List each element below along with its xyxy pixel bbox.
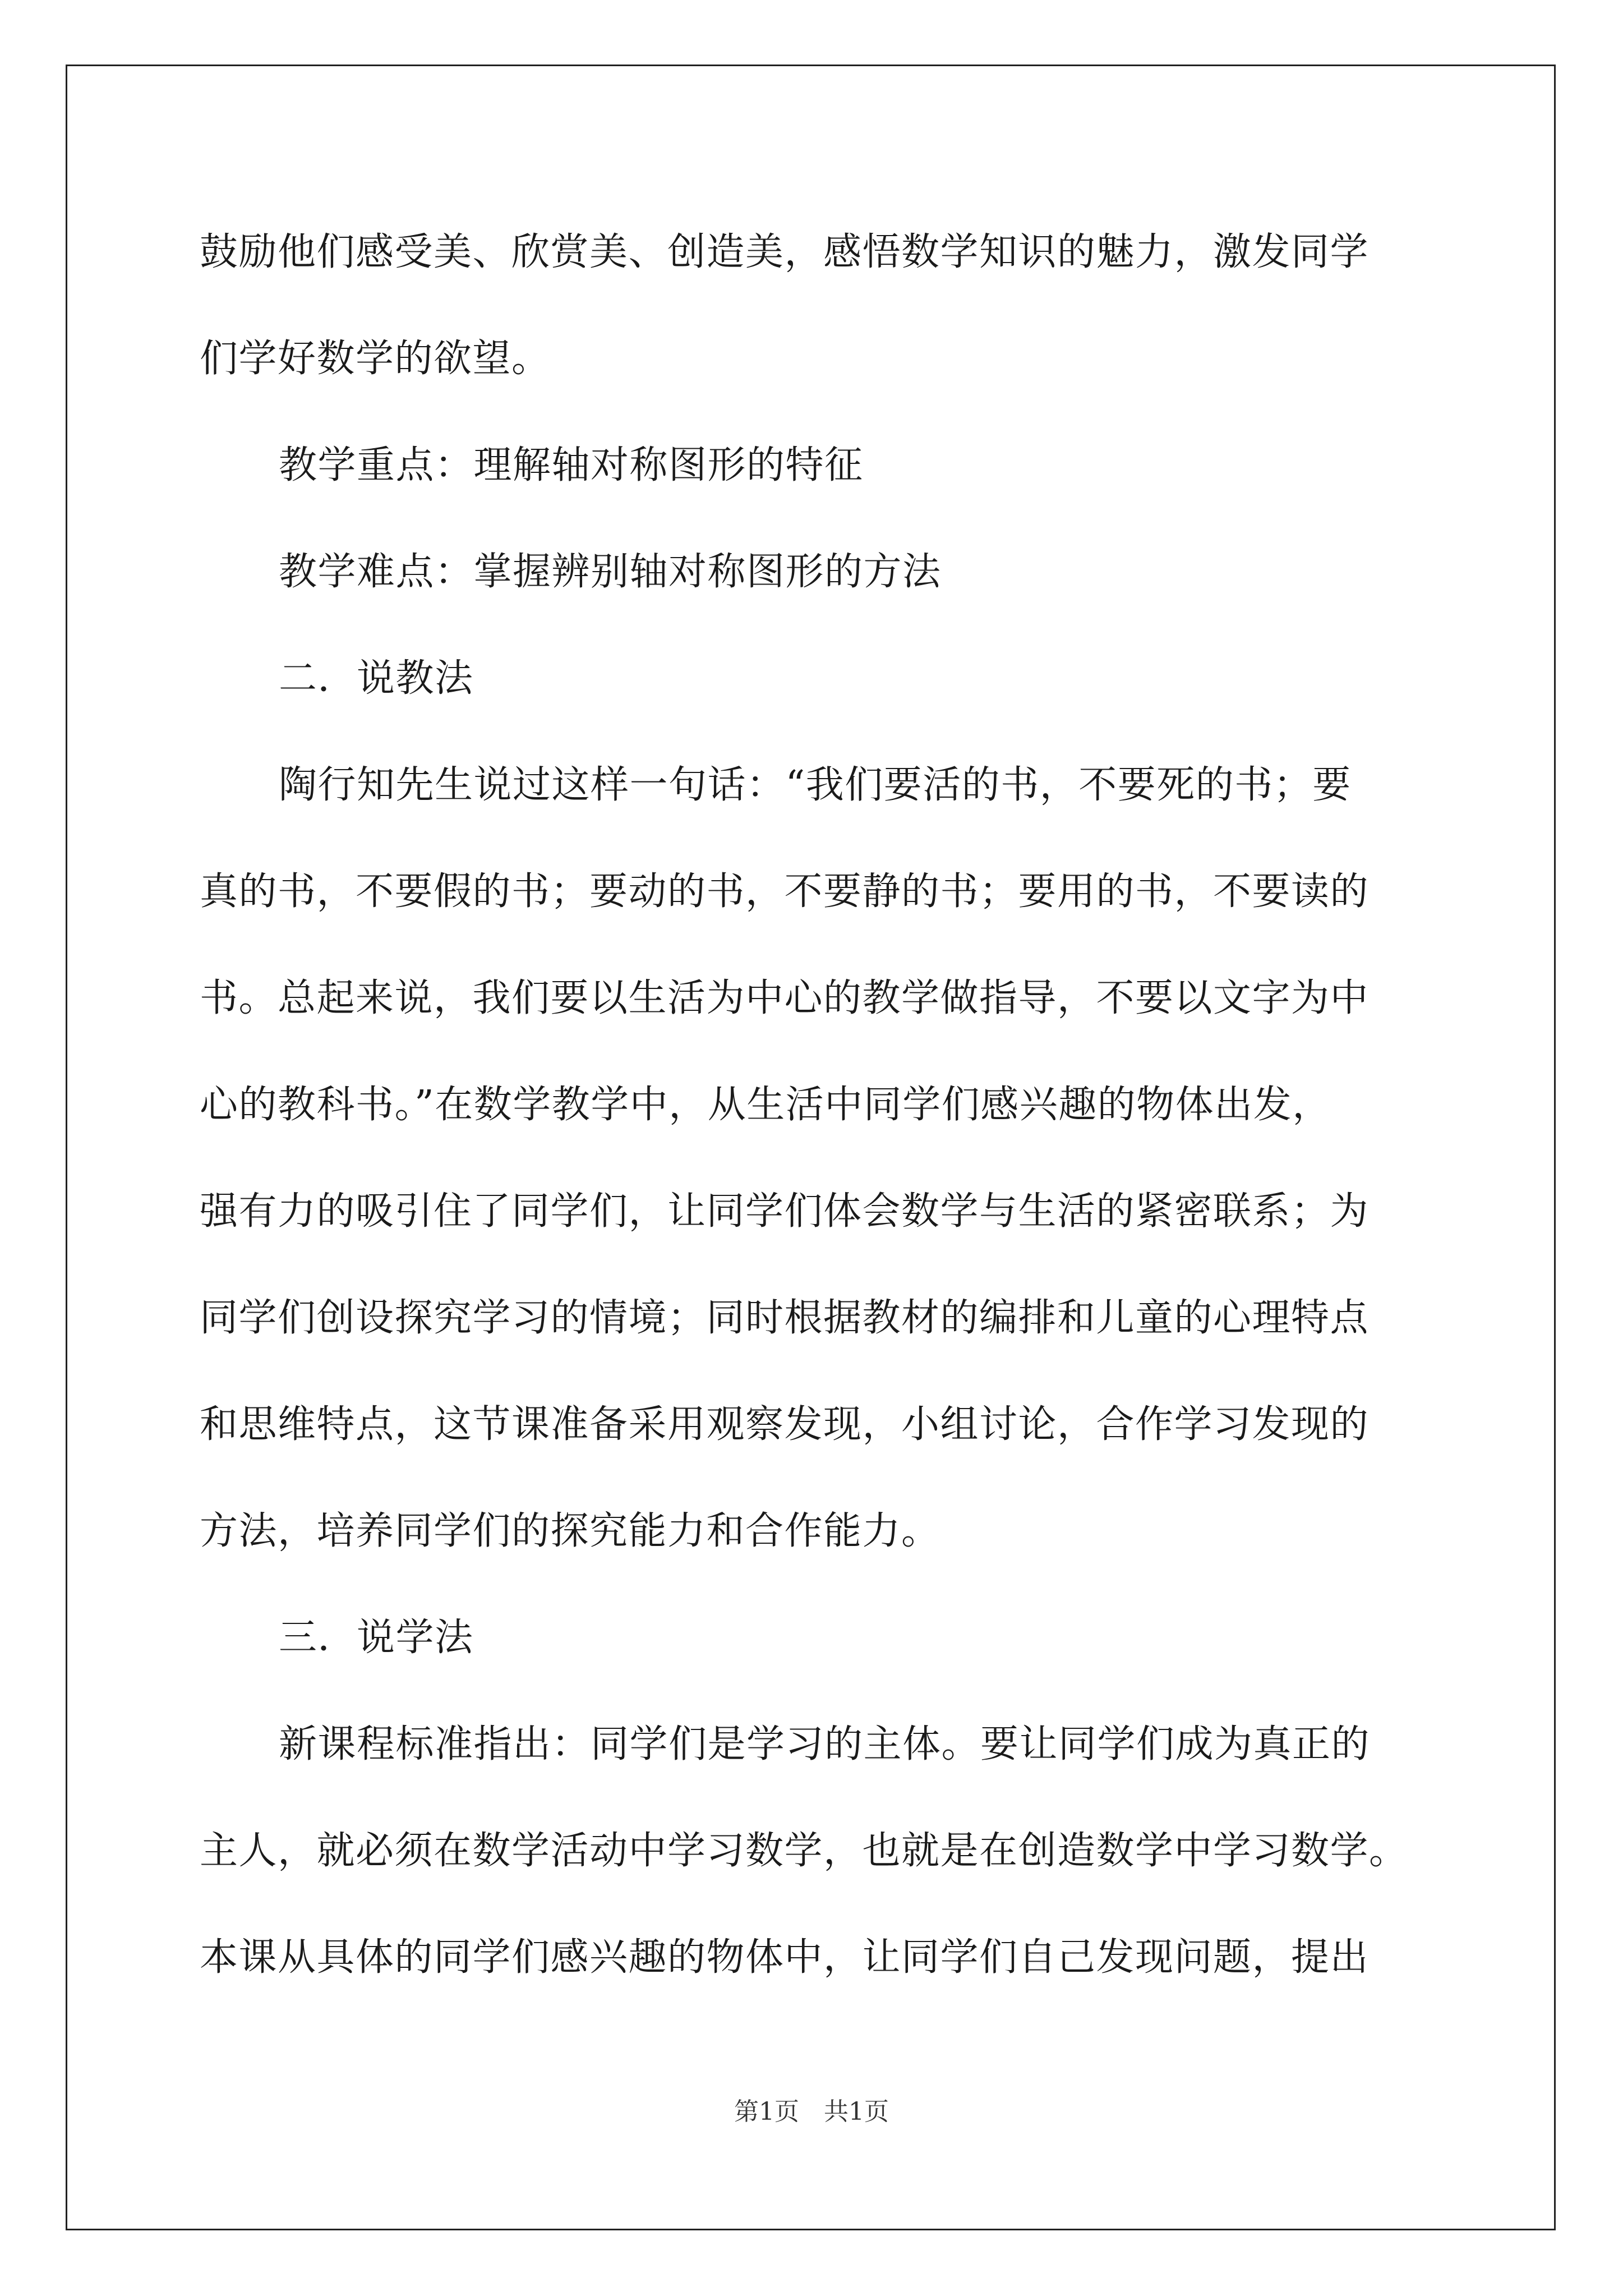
page-footer: 第1页 共1页 xyxy=(734,2097,889,2126)
body-line-10: 强有力的吸引住了同学们，让同学们体会数学与生活的紧密联系；为 xyxy=(200,1189,1370,1234)
section-heading-learning-method: 三．说学法 xyxy=(279,1616,474,1660)
teaching-difficulty-line: 教学难点：掌握辨别轴对称图形的方法 xyxy=(279,550,942,594)
body-line-9: 心的教科书。”在数学教学中，从生活中同学们感兴趣的物体出发， xyxy=(200,1083,1331,1127)
body-line-7: 真的书，不要假的书；要动的书，不要静的书；要用的书，不要读的 xyxy=(200,869,1370,914)
body-line-13: 方法，培养同学们的探究能力和合作能力。 xyxy=(200,1509,940,1553)
body-line-2: 们学好数学的欲望。 xyxy=(200,337,551,381)
body-line-17: 本课从具体的同学们感兴趣的物体中，让同学们自己发现问题，提出 xyxy=(200,1935,1370,1980)
body-line-15: 新课程标准指出：同学们是学习的主体。要让同学们成为真正的 xyxy=(279,1722,1371,1766)
section-heading-teaching-method: 二．说教法 xyxy=(279,656,474,701)
body-line-12: 和思维特点，这节课准备采用观察发现，小组讨论，合作学习发现的 xyxy=(200,1402,1370,1447)
body-line-8: 书。总起来说，我们要以生活为中心的教学做指导，不要以文字为中 xyxy=(200,976,1370,1020)
page-border xyxy=(66,65,1556,2230)
body-line-11: 同学们创设探究学习的情境；同时根据教材的编排和儿童的心理特点 xyxy=(200,1296,1370,1340)
body-line-6: 陶行知先生说过这样一句话：“我们要活的书，不要死的书；要 xyxy=(279,763,1352,807)
body-line-16: 主人，就必须在数学活动中学习数学，也就是在创造数学中学习数学。 xyxy=(200,1829,1408,1873)
teaching-focus-line: 教学重点：理解轴对称图形的特征 xyxy=(279,443,864,487)
body-line-1: 鼓励他们感受美、欣赏美、创造美，感悟数学知识的魅力，激发同学 xyxy=(200,230,1370,274)
